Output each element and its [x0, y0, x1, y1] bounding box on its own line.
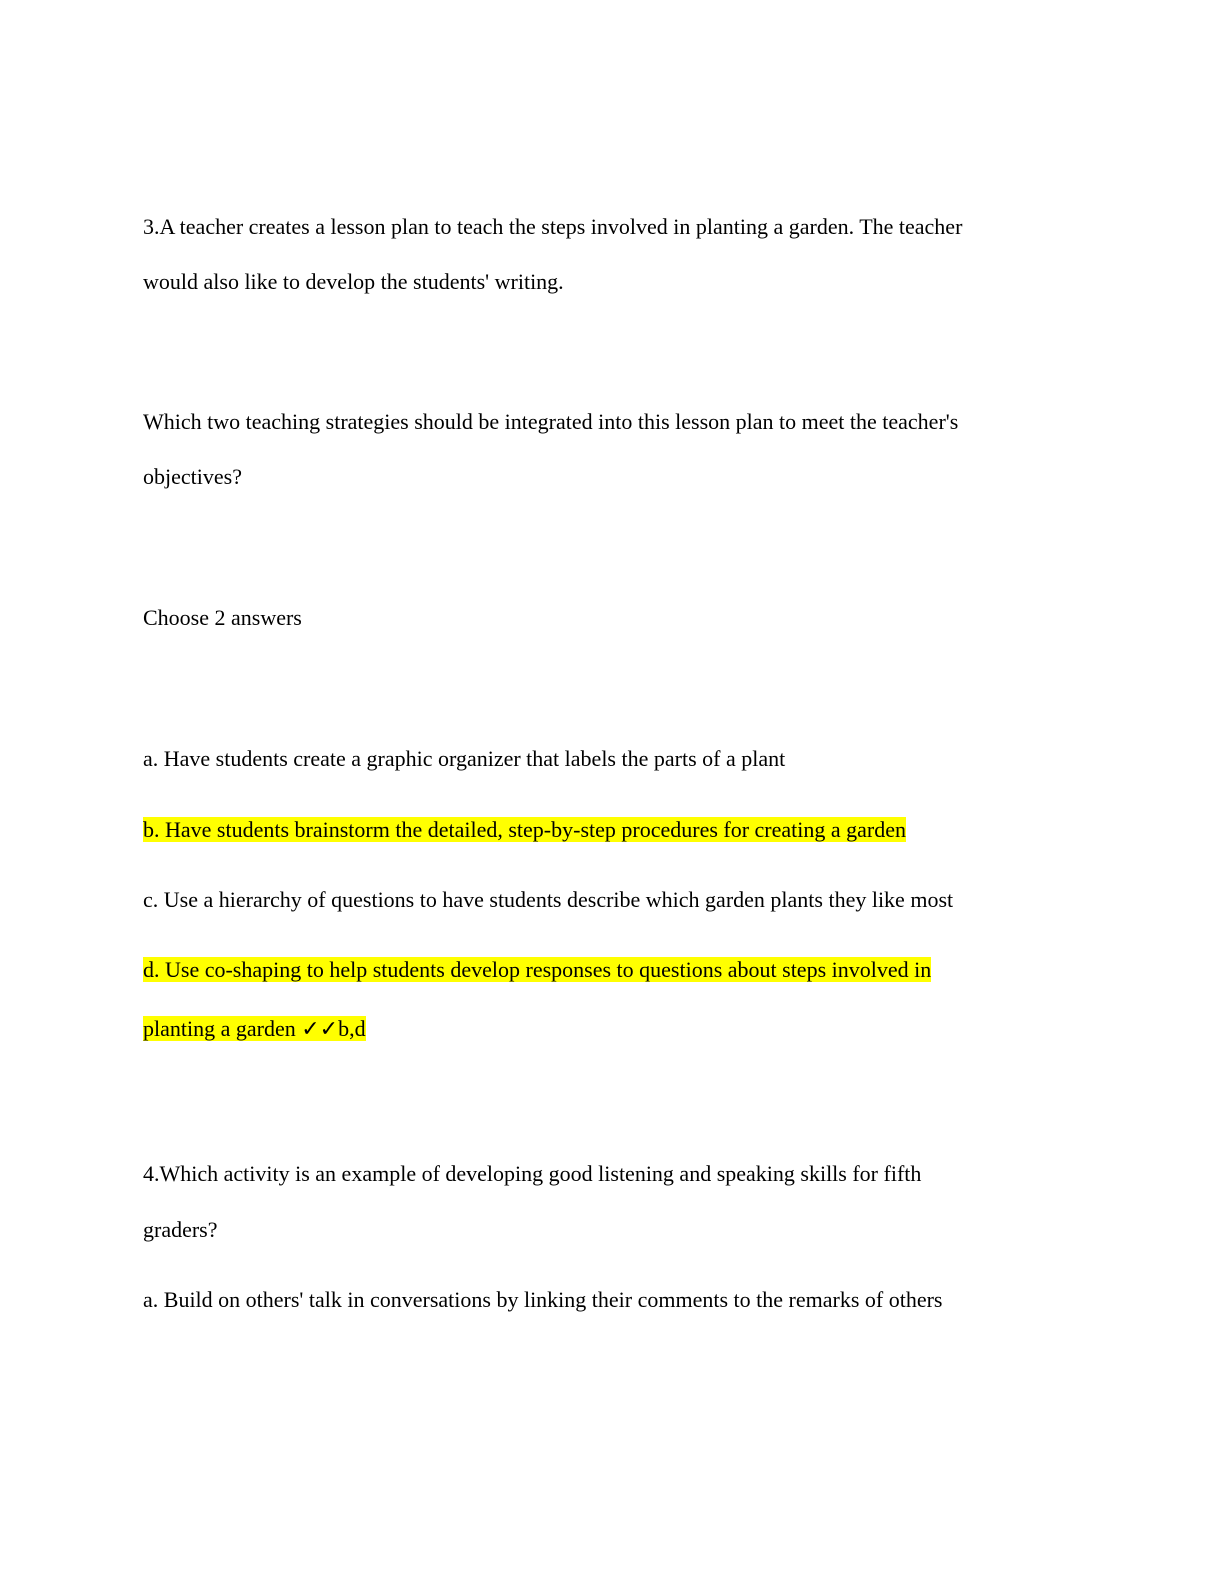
option-b-text: b. Have students brainstorm the detailed, step-by-step procedures for creating a garden [143, 817, 907, 842]
question-4-option-a: a. Build on others' talk in conversations by linking their comments to the remarks of others [143, 1287, 943, 1312]
option-d-line-1 [143, 956, 931, 984]
question-3-stem-line-1: 3.A teacher creates a lesson plan to teach the steps involved in planting a garden. The teacher [143, 214, 963, 239]
option-a: a. Have students create a graphic organizer that labels the parts of a plant [143, 746, 786, 771]
question-3-stem-line-2: would also like to develop the students' writing. [143, 269, 564, 294]
option-d-text-line-1: d. Use co-shaping to help students develop responses to questions about steps involved in [143, 957, 932, 982]
checkmark-icon: ✓✓ [301, 1017, 339, 1042]
question-4-stem-line-2: graders? [143, 1217, 218, 1242]
question-3-prompt-line-2: objectives? [143, 464, 242, 489]
question-4-stem-line-1: 4.Which activity is an example of developing good listening and speaking skills for fifth [143, 1161, 922, 1186]
option-d-line-2 [143, 1015, 366, 1044]
option-b [143, 816, 906, 844]
answer-key: b,d [338, 1016, 366, 1041]
option-d-text-line-2: planting a garden [143, 1016, 302, 1041]
answer-instruction: Choose 2 answers [143, 605, 302, 630]
option-c: c. Use a hierarchy of questions to have students describe which garden plants they like most [143, 887, 954, 912]
question-3-prompt-line-1: Which two teaching strategies should be integrated into this lesson plan to meet the teacher's [143, 409, 959, 434]
